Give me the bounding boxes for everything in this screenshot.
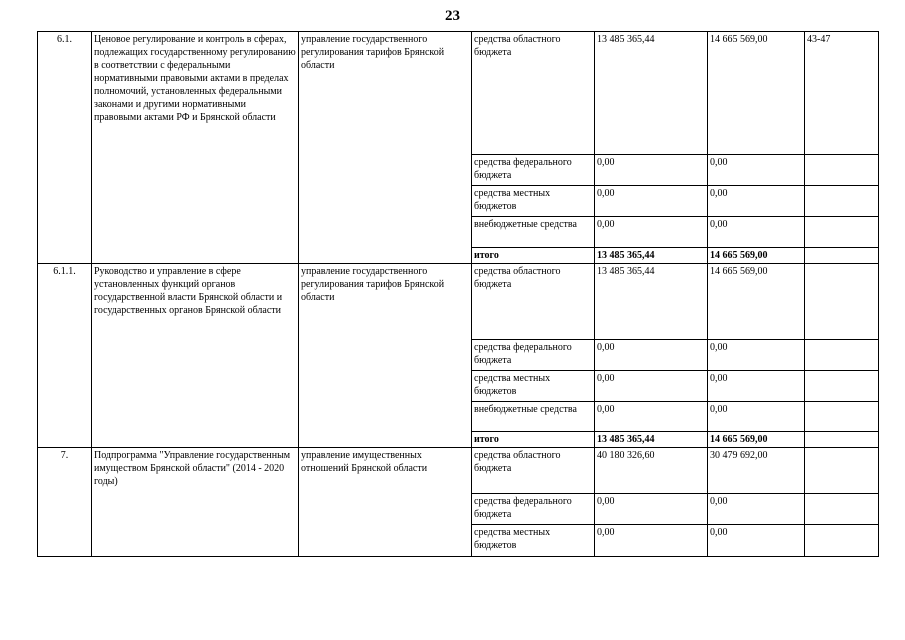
measure-name: Руководство и управление в сфере установленных функций органов государственной власти Брянской области и государственных органов Брянской области <box>92 264 299 448</box>
funding-source: средства областного бюджета <box>472 448 595 494</box>
indicator-ref <box>805 525 879 557</box>
amount-year-2: 0,00 <box>708 186 805 217</box>
total-year-2: 14 665 569,00 <box>708 248 805 264</box>
amount-year-2: 0,00 <box>708 402 805 432</box>
indicator-ref <box>805 494 879 525</box>
budget-table <box>37 31 879 557</box>
indicator-ref <box>805 448 879 494</box>
total-year-1: 13 485 365,44 <box>595 248 708 264</box>
indicator-ref <box>805 432 879 448</box>
amount-year-2: 0,00 <box>708 217 805 248</box>
amount-year-1: 13 485 365,44 <box>595 264 708 340</box>
amount-year-1: 0,00 <box>595 155 708 186</box>
row-number: 7. <box>38 448 92 557</box>
amount-year-2: 30 479 692,00 <box>708 448 805 494</box>
amount-year-1: 0,00 <box>595 340 708 371</box>
amount-year-2: 0,00 <box>708 155 805 186</box>
indicator-ref <box>805 186 879 217</box>
row-number: 6.1.1. <box>38 264 92 448</box>
executor: управление имущественных отношений Брянской области <box>299 448 472 557</box>
measure-name: Ценовое регулирование и контроль в сферах, подлежащих государственному регулированию в соответствии с федеральными нормативными правовыми актами в пределах полномочий, установленных федеральными законами и другими нормативными правовыми актами РФ и Брянской области <box>92 32 299 264</box>
amount-year-1: 0,00 <box>595 494 708 525</box>
amount-year-2: 0,00 <box>708 525 805 557</box>
amount-year-1: 0,00 <box>595 525 708 557</box>
executor: управление государственного регулирования тарифов Брянской области <box>299 32 472 264</box>
indicator-ref: 43-47 <box>805 32 879 155</box>
executor: управление государственного регулирования тарифов Брянской области <box>299 264 472 448</box>
amount-year-2: 14 665 569,00 <box>708 264 805 340</box>
funding-source-total: итого <box>472 432 595 448</box>
funding-source: средства федерального бюджета <box>472 494 595 525</box>
table-row <box>38 264 879 340</box>
table-row <box>38 448 879 494</box>
funding-source: средства местных бюджетов <box>472 186 595 217</box>
funding-source: средства местных бюджетов <box>472 525 595 557</box>
indicator-ref <box>805 340 879 371</box>
amount-year-1: 0,00 <box>595 371 708 402</box>
total-year-1: 13 485 365,44 <box>595 432 708 448</box>
amount-year-1: 0,00 <box>595 217 708 248</box>
amount-year-1: 13 485 365,44 <box>595 32 708 155</box>
indicator-ref <box>805 371 879 402</box>
amount-year-1: 0,00 <box>595 186 708 217</box>
amount-year-1: 40 180 326,60 <box>595 448 708 494</box>
indicator-ref <box>805 402 879 432</box>
funding-source: средства областного бюджета <box>472 32 595 155</box>
funding-source: средства федерального бюджета <box>472 340 595 371</box>
amount-year-2: 0,00 <box>708 494 805 525</box>
funding-source: внебюджетные средства <box>472 402 595 432</box>
indicator-ref <box>805 217 879 248</box>
row-number: 6.1. <box>38 32 92 264</box>
funding-source: внебюджетные средства <box>472 217 595 248</box>
total-year-2: 14 665 569,00 <box>708 432 805 448</box>
indicator-ref <box>805 248 879 264</box>
measure-name: Подпрограмма "Управление государственным имуществом Брянской области" (2014 - 2020 годы) <box>92 448 299 557</box>
indicator-ref <box>805 155 879 186</box>
funding-source: средства федерального бюджета <box>472 155 595 186</box>
indicator-ref <box>805 264 879 340</box>
amount-year-2: 14 665 569,00 <box>708 32 805 155</box>
funding-source-total: итого <box>472 248 595 264</box>
funding-source: средства областного бюджета <box>472 264 595 340</box>
page-number: 23 <box>445 8 460 24</box>
amount-year-2: 0,00 <box>708 371 805 402</box>
amount-year-2: 0,00 <box>708 340 805 371</box>
funding-source: средства местных бюджетов <box>472 371 595 402</box>
amount-year-1: 0,00 <box>595 402 708 432</box>
table-row <box>38 32 879 155</box>
